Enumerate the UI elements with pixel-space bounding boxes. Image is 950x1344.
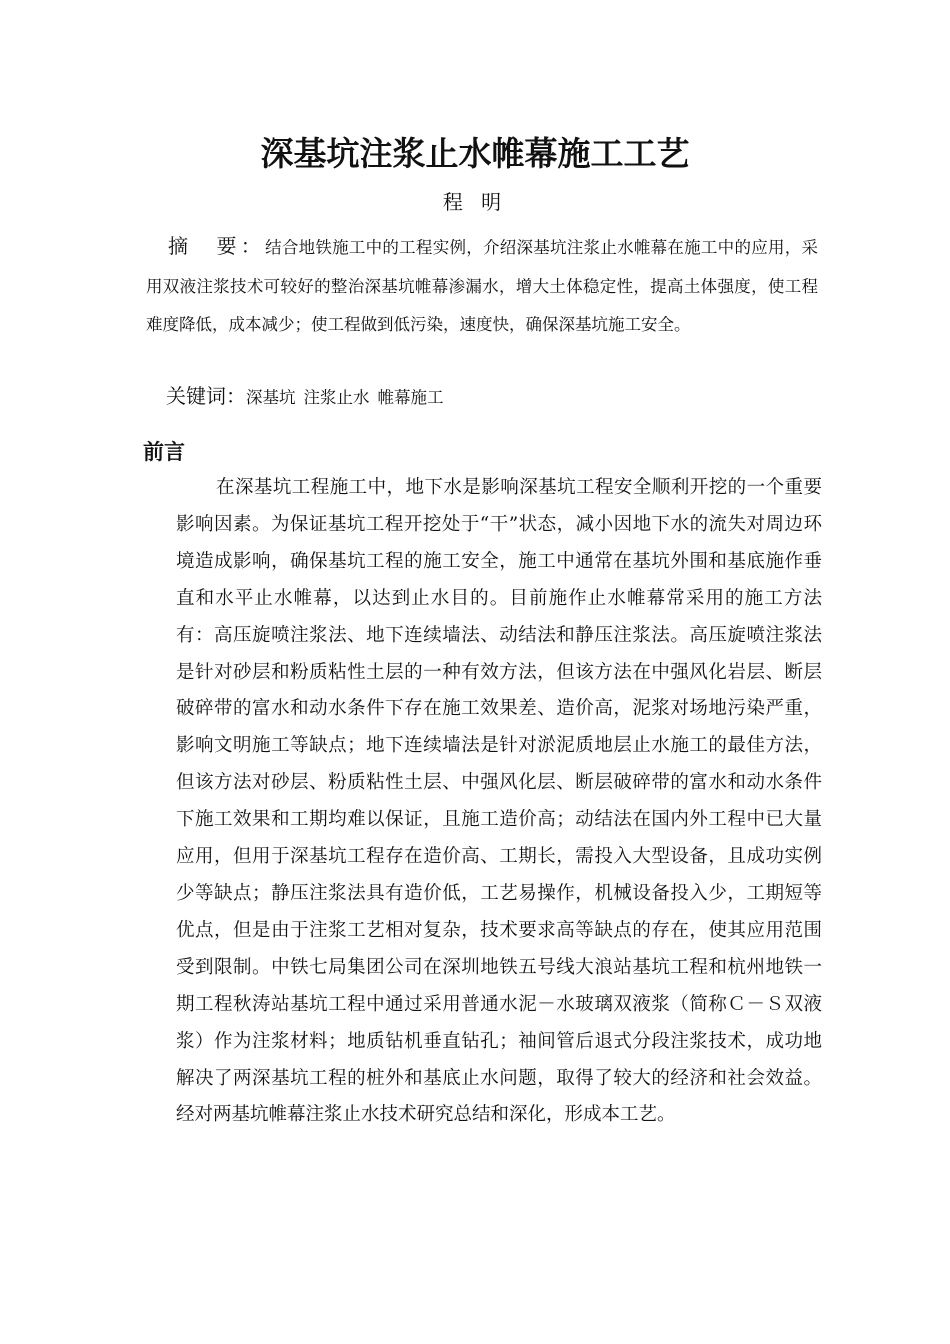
keyword-item: 深基坑	[246, 388, 296, 407]
author-name: 程 明	[442, 190, 508, 214]
abstract-label: 摘 要：	[168, 234, 266, 258]
keywords-label: 关键词：	[166, 384, 246, 408]
document-title: 深基坑注浆止水帷幕施工工艺	[260, 134, 690, 173]
abstract-text: 结合地铁施工中的工程实例，介绍深基坑注浆止水帷幕在施工中的应用，采用双液注浆技术可较好的整治深基坑帷幕渗漏水，增大土体稳定性，提高土体强度，使工程难度降低，成本减少；使工程做到低污染，速度快，确保深基坑施工安全。	[146, 238, 819, 334]
keywords-block	[166, 380, 452, 409]
section-heading: 前言	[143, 440, 185, 464]
abstract-block	[146, 227, 818, 345]
keyword-item: 帷幕施工	[377, 388, 444, 407]
keyword-item: 注浆止水	[303, 388, 370, 407]
body-paragraph: 在深基坑工程施工中，地下水是影响深基坑工程安全顺利开挖的一个重要影响因素。为保证基坑工程开挖处于“干”状态，减小因地下水的流失对周边环境造成影响，确保基坑工程的施工安全，施工中通常在基坑外围和基底施作垂直和水平止水帷幕，以达到止水目的。目前施作止水帷幕常采用的施工方法有：高压旋喷注浆法、地下连续墙法、动结法和静压注浆法。高压旋喷注浆法是针对砂层和粉质粘性土层的一种有效方法，但该方法在中强风化岩层、断层破碎带的富水和动水条件下存在施工效果差、造价高，泥浆对场地污染严重，影响文明施工等缺点；地下连续墙法是针对淤泥质地层止水施工的最佳方法，但该方法对砂层、粉质粘性土层、中强风化层、断层破碎带的富水和动水条件下施工效果和工期均难以保证，且施工造价高；动结法在国内外工程中已大量应用，但用于深基坑工程存在造价高、工期长，需投入大型设备，且成功实例少等缺点；静压注浆法具有造价低，工艺易操作，机械设备投入少，工期短等优点，但是由于注浆工艺相对复杂，技术要求高等缺点的存在，使其应用范围受到限制。中铁七局集团公司在深圳地铁五号线大浪站基坑工程和杭州地铁一期工程秋涛站基坑工程中通过采用普通水泥－水玻璃双液浆（简称Ｃ－Ｓ双液浆）作为注浆材料；地质钻机垂直钻孔；袖间管后退式分段注浆技术，成功地解决了两深基坑工程的桩外和基底止水问题，取得了较大的经济和社会效益。经对两基坑帷幕注浆止水技术研究总结和深化，形成本工艺。	[176, 477, 822, 1126]
